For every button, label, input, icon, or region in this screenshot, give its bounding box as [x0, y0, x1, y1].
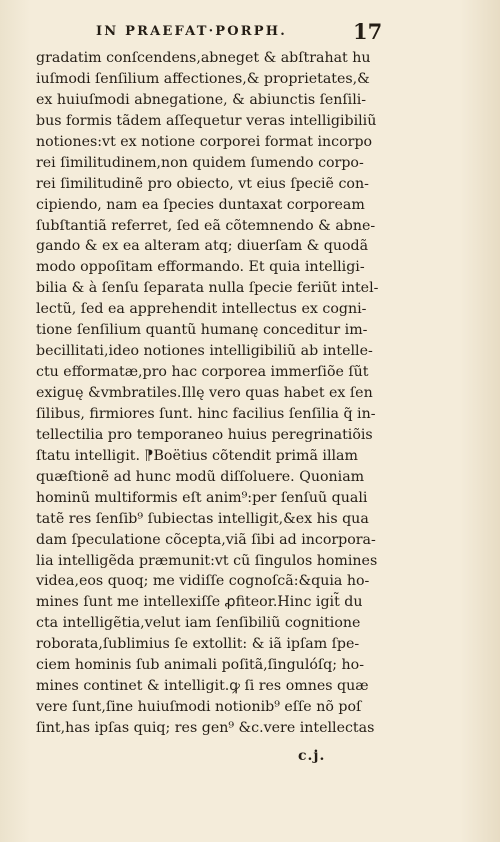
- text-line: mines ſunt me intellexiſſe ꝓfiteor.Hinc igit̃ du: [36, 594, 363, 611]
- text-line: becillitati,ideo notiones intelligibiliũ ab intelle-: [36, 343, 373, 360]
- page-number: 17: [353, 19, 383, 44]
- text-line: cta intelligẽtia,velut iam ſenſibiliũ cognitione: [36, 615, 361, 632]
- signature-mark: c.j.: [298, 748, 326, 764]
- text-line: rei ſimilitudinem,non quidem ſumendo corpo-: [36, 154, 364, 171]
- text-line: bilia & à ſenſu ſeparata nulla ſpecie feriũt intel-: [36, 280, 379, 297]
- text-line: vere ſunt,ſine huiuſmodi notionib⁹ eſſe nõ poſ: [36, 699, 362, 716]
- text-line: mines continet & intelligit.ꝙ ſi res omnes quæ: [36, 678, 369, 695]
- text-line: ciem hominis ſub animali poſitã,ſingulóſq; ho-: [36, 657, 364, 674]
- text-line: modo oppoſitam efformando. Et quia intelligi-: [36, 259, 365, 276]
- text-line: ctu efformatæ,pro hac corporea immerſiõe ſũt: [36, 364, 369, 381]
- text-line: dam ſpeculatione cõcepta,viã ſibi ad incorpora-: [36, 531, 376, 548]
- text-line: tatẽ res ſenſib⁹ ſubiectas intelligit,&ex his qua: [36, 510, 369, 527]
- text-line: lia intelligẽda præmunit:vt cũ ſingulos homines: [36, 552, 378, 569]
- text-line: notiones:vt ex notione corporei format incorpo: [36, 133, 373, 150]
- text-line: ſtatu intelligit. ⁋Boëtius cõtendit primã illam: [36, 447, 358, 464]
- text-line: iuſmodi ſenſilium affectiones,& proprietates,&: [36, 70, 370, 87]
- text-line: quæſtionẽ ad hunc modũ diſſoluere. Quoniam: [36, 468, 365, 485]
- text-line: gando & ex ea alteram atq; diuerſam & quodã: [36, 238, 369, 255]
- text-line: rei ſimilitudinẽ pro obiecto, vt eius ſpeciẽ con-: [36, 175, 369, 192]
- text-line: ex huiuſmodi abnegatione, & abiunctis ſenſili-: [36, 91, 367, 108]
- text-line: exiguę &vmbratiles.Illę vero quas habet ex ſen: [36, 385, 373, 401]
- text-line: gradatim conſcendens,abneget & abſtrahat hu: [36, 50, 371, 66]
- text-line: ſubſtantiã referret, ſed eã cõtemnendo & abne-: [36, 217, 376, 234]
- text-line: bus formis tãdem aſſequetur veras intelligibiliũ: [36, 112, 377, 129]
- text-line: videa,eos quoq; me vidiſſe cognoſcã:&quia ho-: [36, 573, 370, 590]
- running-head: IN PRAEFAT·PORPH.: [96, 24, 287, 39]
- text-line: ſilibus, firmiores ſunt. hinc facilius ſenſilia q̃ in-: [36, 405, 376, 422]
- text-line: cipiendo, nam ea ſpecies duntaxat corpoream: [36, 196, 365, 213]
- text-line: roborata,ſublimius ſe extollit: & iã ipſam ſpe-: [36, 636, 360, 653]
- body-text: [36, 48, 406, 739]
- text-line: tione ſenſilium quantũ humanę conceditur im-: [36, 322, 368, 339]
- text-line: hominũ multiformis eſt anim⁹:per ſenſuũ quali: [36, 489, 368, 506]
- text-line: lectũ, ſed ea apprehendit intellectus ex cogni-: [36, 301, 367, 318]
- text-line: ſint,has ipſas quiq; res gen⁹ &c.vere intellectas: [36, 720, 375, 736]
- text-line: tellectilia pro temporaneo huius peregrinatiõis: [36, 426, 373, 443]
